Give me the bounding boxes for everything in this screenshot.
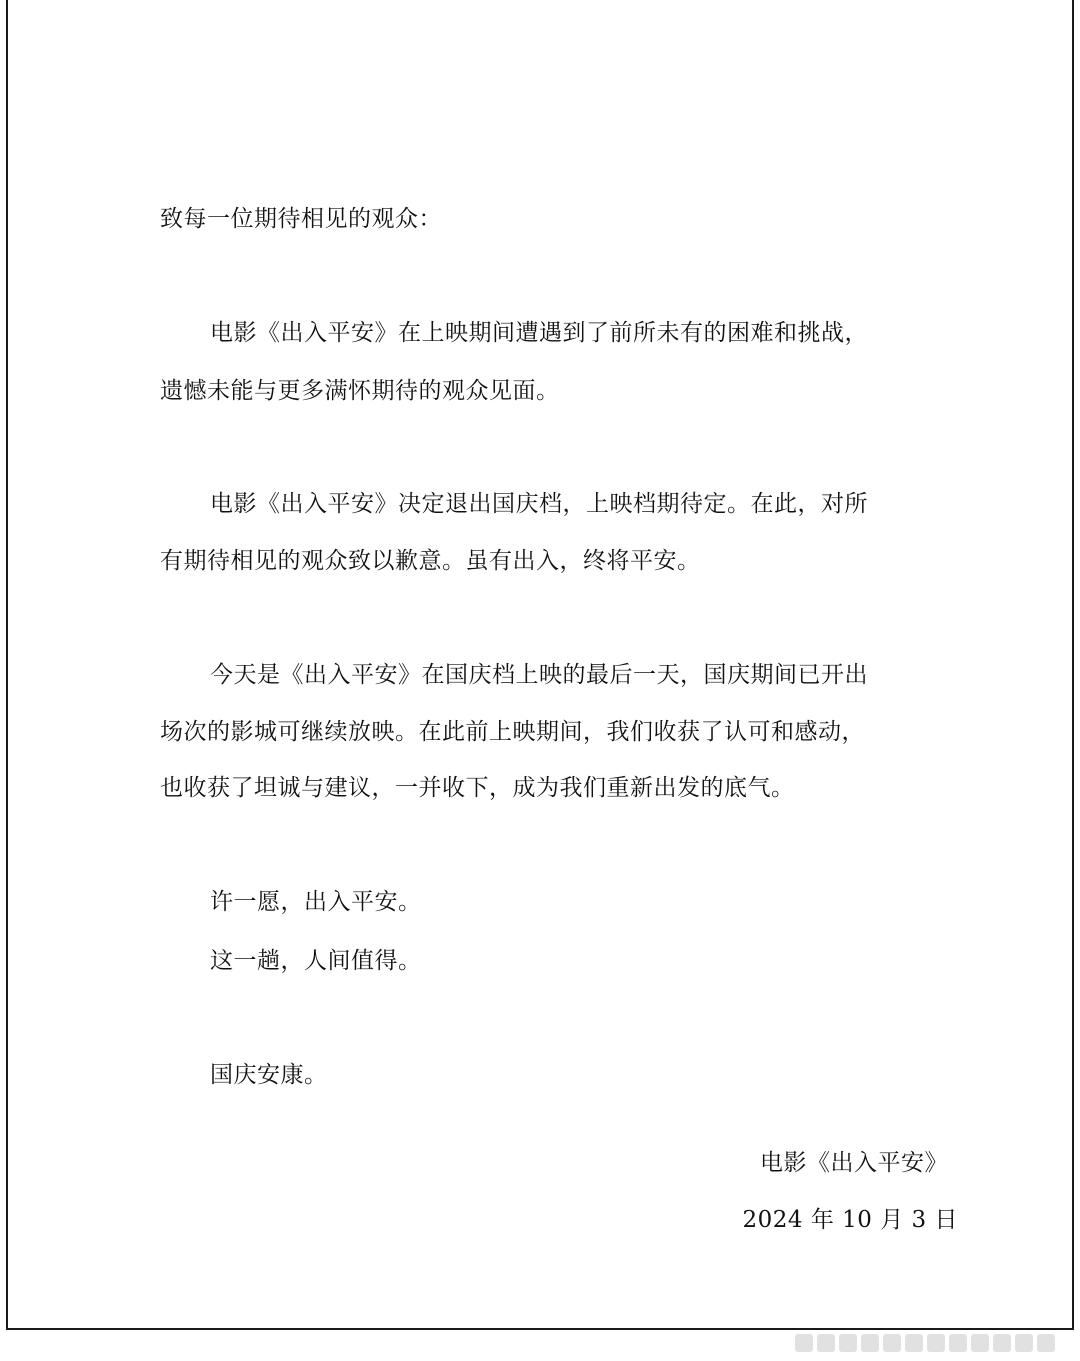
- paragraph-1-line-2: 遗憾未能与更多满怀期待的观众见面。: [160, 378, 560, 404]
- watermark-block: [905, 1334, 923, 1352]
- watermark-block: [839, 1334, 857, 1352]
- paragraph-2-line-2: 有期待相见的观众致以歉意。虽有出入，终将平安。: [160, 548, 701, 574]
- wish-line-1: 许一愿，出入平安。: [210, 889, 422, 915]
- page-border-right: [1072, 0, 1074, 1330]
- watermark-block: [1015, 1334, 1033, 1352]
- watermark-block: [971, 1334, 989, 1352]
- watermark-block: [817, 1334, 835, 1352]
- watermark-block: [949, 1334, 967, 1352]
- closing-greeting: 国庆安康。: [210, 1062, 328, 1088]
- watermark-block: [883, 1334, 901, 1352]
- paragraph-3-line-3: 也收获了坦诚与建议，一并收下，成为我们重新出发的底气。: [160, 775, 795, 801]
- watermark-block: [927, 1334, 945, 1352]
- paragraph-2-line-1: 电影《出入平安》决定退出国庆档，上映档期待定。在此，对所: [210, 491, 868, 517]
- watermark-block: [993, 1334, 1011, 1352]
- wish-line-2: 这一趟，人间值得。: [210, 948, 422, 974]
- salutation: 致每一位期待相见的观众：: [160, 206, 442, 232]
- paragraph-1-line-1: 电影《出入平安》在上映期间遭遇到了前所未有的困难和挑战，: [210, 320, 868, 346]
- date: 2024 年 10 月 3 日: [742, 1207, 958, 1233]
- watermark-block: [795, 1334, 813, 1352]
- paragraph-3-line-1: 今天是《出入平安》在国庆档上映的最后一天，国庆期间已开出: [210, 662, 868, 688]
- paragraph-3-line-2: 场次的影城可继续放映。在此前上映期间，我们收获了认可和感动，: [160, 719, 865, 745]
- page-border-left: [6, 0, 8, 1330]
- watermark-block: [1037, 1334, 1055, 1352]
- signature: 电影《出入平安》: [760, 1150, 948, 1176]
- blurred-watermark: [795, 1330, 1065, 1356]
- watermark-block: [861, 1334, 879, 1352]
